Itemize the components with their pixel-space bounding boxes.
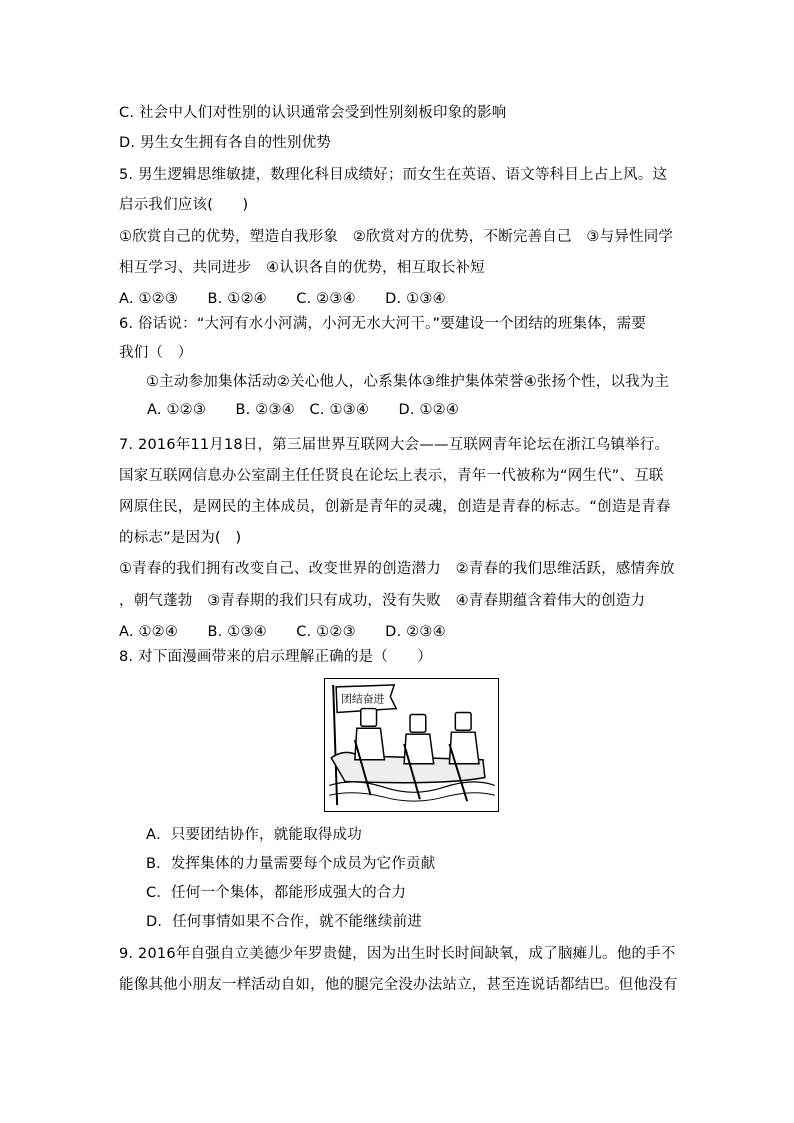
question-7-stem-cont1: 国家互联网信息办公室副主任任贤良在论坛上表示，青年一代被称为“网生代”、互联 — [119, 468, 664, 484]
question-7-stem-cont2: 网原住民，是网民的主体成员，创新是青年的灵魂，创造是青春的标志。“创造是青春 — [119, 499, 671, 515]
option-d-q4: D. 男生女生拥有各自的性别优势 — [119, 135, 332, 151]
option-a-q8: A．只要团结协作，就能取得成功 — [146, 827, 362, 843]
question-7-statements: ①青春的我们拥有改变自己、改变世界的创造潜力 ②青春的我们思维活跃，感情奔放 — [119, 561, 675, 577]
question-6-stem-cont: 我们（ ） — [119, 345, 193, 361]
question-7-stem: 7. 2016年11月18日，第三届世界互联网大会——互联网青年论坛在浙江乌镇举行。 — [119, 437, 670, 453]
option-b-q8: B．发挥集体的力量需要每个成员为它作贡献 — [146, 856, 436, 872]
question-6-statements: ①主动参加集体活动②关心他人，心系集体③维护集体荣誉④张扬个性，以我为主 — [146, 374, 670, 390]
option-c-q4: C. 社会中人们对性别的认识通常会受到性别刻板印象的影响 — [119, 105, 507, 121]
question-5-statements: ①欣赏自己的优势，塑造自我形象 ②欣赏对方的优势，不断完善自己 ③与异性同学 — [119, 229, 674, 245]
question-7-stem-cont3: 的标志”是因为( ) — [119, 530, 242, 546]
question-6-options: A. ①②③ B. ②③④ C. ①③④ D. ①②④ — [147, 402, 460, 418]
question-8-stem: 8. 对下面漫画带来的启示理解正确的是（ ） — [119, 649, 433, 665]
rower-3 — [449, 712, 479, 801]
rower-2 — [404, 714, 434, 799]
option-c-q8: C．任何一个集体，都能形成强大的合力 — [146, 885, 407, 901]
rowing-cartoon — [324, 678, 499, 812]
question-5-stem: 5. 男生逻辑思维敏捷，数理化科目成绩好；而女生在英语、语文等科目上占上风。这 — [119, 167, 668, 183]
option-d-q8: D．任何事情如果不合作，就不能继续前进 — [146, 914, 422, 930]
wave-line — [329, 793, 494, 801]
question-5-stem-cont: 启示我们应该( ) — [119, 197, 249, 213]
question-9-stem-cont: 能像其他小朋友一样活动自如，他的腿完全没办法站立，甚至连说话都结巴。但他没有 — [119, 977, 678, 993]
question-5-statements-cont: 相互学习、共同进步 ④认识各自的优势，相互取长补短 — [119, 260, 485, 276]
question-5-options: A. ①②③ B. ①②④ C. ②③④ D. ①③④ — [119, 291, 446, 307]
rowing-cartoon-drawing — [325, 679, 498, 811]
question-9-stem: 9. 2016年自强自立美德少年罗贵健，因为出生时长时间缺氧，成了脑瘫儿。他的手不 — [119, 946, 676, 962]
question-7-statements-cont: ，朝气蓬勃 ③青春期的我们只有成功，没有失败 ④青春期蕴含着伟大的创造力 — [119, 593, 646, 609]
flag-text: 团结奋进 — [341, 692, 385, 706]
question-6-stem: 6. 俗话说：“大河有水小河满，小河无水大河干。”要建设一个团结的班集体，需要 — [119, 316, 647, 332]
question-7-options: A. ①②④ B. ①③④ C. ①②③ D. ②③④ — [119, 624, 446, 640]
